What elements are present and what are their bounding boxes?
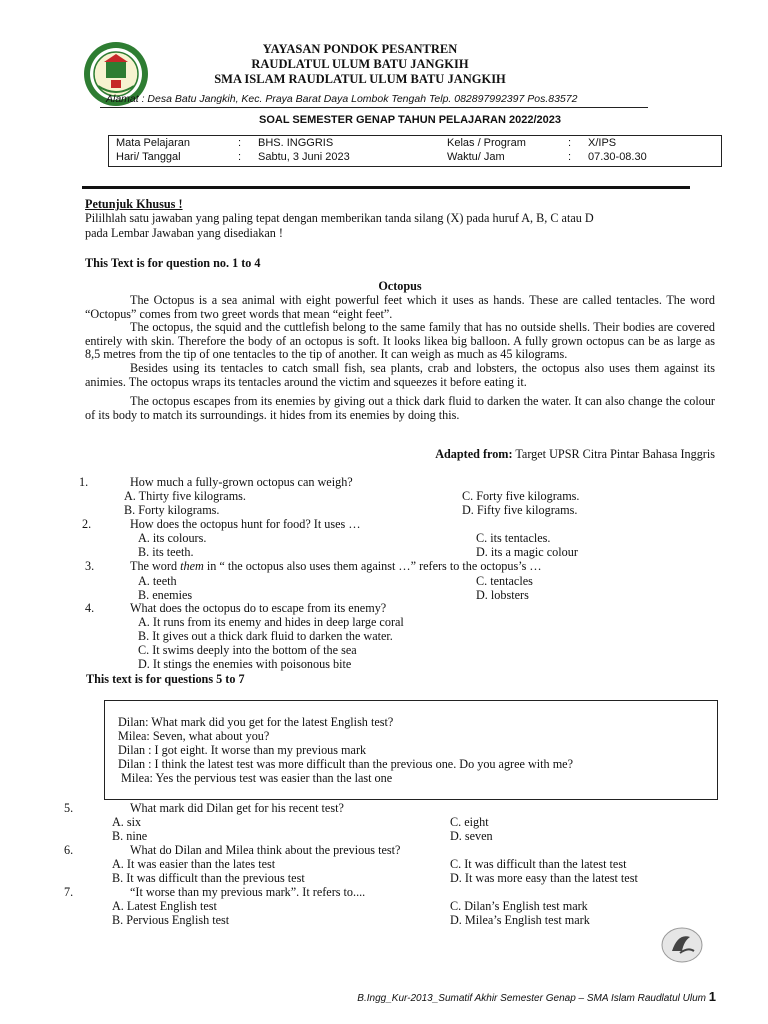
dialog-line: Dilan : I got eight. It worse than my previous mark (118, 743, 367, 757)
adapted-label: Adapted from: (435, 447, 513, 461)
passage-source (300, 447, 715, 462)
question-text-post: in “ the octopus also uses them against …” refers to the octopus’s … (203, 559, 542, 573)
option-d: D. lobsters (476, 588, 529, 602)
page-footer (300, 989, 716, 1004)
option-b: B. its teeth. (138, 545, 194, 559)
question-number: 6. (64, 843, 74, 857)
option-d: D. Fifty five kilograms. (462, 503, 578, 517)
option-b: B. Pervious English test (112, 913, 230, 927)
question-text: “It worse than my previous mark”. It refers to.... (130, 885, 366, 899)
day-value: Sabtu, 3 Juni 2023 (258, 151, 350, 163)
adapted-source: Target UPSR Citra Pintar Bahasa Inggris (515, 447, 715, 461)
option-a: A. It was easier than the lates test (112, 857, 276, 871)
option-d: D. seven (450, 829, 493, 843)
option-a: A. Latest English test (112, 899, 217, 913)
question-number: 5. (64, 801, 74, 815)
option-b: B. nine (112, 829, 148, 843)
class-label: Kelas / Program (447, 137, 526, 149)
dialog-line: Milea: Seven, what about you? (118, 729, 270, 743)
option-c: C. It was difficult than the latest test (450, 857, 627, 871)
dialog-line: Milea: Yes the pervious test was easier than the last one (118, 771, 393, 785)
question-text-emphasis: them (180, 559, 204, 573)
dialog-line: Dilan: What mark did you get for the latest English test? (118, 715, 394, 729)
question-text: How does the octopus hunt for food? It uses … (130, 517, 361, 531)
question-text (130, 559, 542, 574)
question-number: 2. (82, 517, 92, 531)
time-label: Waktu/ Jam (447, 151, 505, 163)
class-value: X/IPS (588, 137, 617, 149)
option-d: D. It stings the enemies with poisonous bite (138, 657, 352, 671)
option-c: C. eight (450, 815, 489, 829)
footer-text: B.Ingg_Kur-2013_Sumatif Akhir Semester Genap – SMA Islam Raudlatul Ulum (357, 993, 709, 1004)
section2-lead: This text is for questions 5 to 7 (86, 672, 245, 686)
section1-lead: This Text is for question no. 1 to 4 (85, 256, 261, 270)
option-b: B. It gives out a thick dark fluid to darken the water. (138, 629, 393, 643)
school-name: SMA ISLAM RAUDLATUL ULUM BATU JANGKIH (214, 72, 506, 86)
option-c: C. Forty five kilograms. (462, 489, 580, 503)
day-sep: : (238, 151, 242, 163)
option-a: A. Thirty five kilograms. (124, 489, 246, 503)
decorative-badge-icon (660, 925, 704, 965)
passage-title: Octopus (378, 279, 422, 293)
school-name-line: RAUDLATUL ULUM BATU JANGKIH (251, 57, 469, 71)
foundation-name: YAYASAN PONDOK PESANTREN (262, 42, 458, 56)
page-number: 1 (708, 989, 716, 1004)
instructions-line-1: Pililhlah satu jawaban yang paling tepat dengan memberikan tanda silang (X) pada huruf A, B, C atau D (85, 211, 594, 225)
subject-label: Mata Pelajaran (116, 137, 190, 149)
question-text: What do Dilan and Milea think about the previous test? (130, 843, 401, 857)
subject-value: BHS. INGGRIS (258, 137, 334, 149)
option-a: A. six (112, 815, 142, 829)
passage-paragraph-4: The octopus escapes from its enemies by giving out a thick dark fluid to darken the water. It can also change the colour of its body to match its surroundings. it hides from its enemies by doing this. (85, 394, 715, 422)
passage-paragraph-1: The Octopus is a sea animal with eight powerful feet which it uses as hands. These are called tentacles. The word “Octopus” comes from two greet words that mean “eight feet”. (85, 293, 715, 321)
question-text: How much a fully-grown octopus can weigh? (130, 475, 353, 489)
option-d: D. Milea’s English test mark (450, 913, 590, 927)
class-sep: : (568, 137, 572, 149)
instructions-line-2: pada Lembar Jawaban yang disediakan ! (85, 226, 283, 240)
question-text: What does the octopus do to escape from its enemy? (130, 601, 387, 615)
question-text: What mark did Dilan get for his recent test? (130, 801, 344, 815)
option-c: C. Dilan’s English test mark (450, 899, 588, 913)
time-value: 07.30-08.30 (588, 151, 647, 163)
question-number: 7. (64, 885, 74, 899)
thick-divider (82, 186, 690, 189)
option-b: B. It was difficult than the previous test (112, 871, 305, 885)
option-a: A. It runs from its enemy and hides in deep large coral (138, 615, 404, 629)
question-number: 4. (85, 601, 95, 615)
question-number: 1. (79, 475, 89, 489)
header-divider (100, 107, 648, 108)
option-b: B. enemies (138, 588, 193, 602)
question-number: 3. (85, 559, 95, 573)
exam-title: SOAL SEMESTER GENAP TAHUN PELAJARAN 2022/2023 (259, 114, 561, 126)
option-c: C. its tentacles. (476, 531, 551, 545)
passage-body (85, 294, 715, 422)
option-b: B. Forty kilograms. (124, 503, 220, 517)
option-a: A. teeth (138, 574, 177, 588)
option-a: A. its colours. (138, 531, 207, 545)
option-c: C. It swims deeply into the bottom of the sea (138, 643, 357, 657)
school-address: Alamat : Desa Batu Jangkih, Kec. Praya Barat Daya Lombok Tengah Telp. 082897992397 Pos.83572 (106, 93, 578, 105)
passage-paragraph-2: The octopus, the squid and the cuttlefish belong to the same family that has no outside shells. Their bodies are covered entirely with skin. Therefore the body of an octopus is soft. It looks likea big balloon. A fully grown octopus can be as large as 8,5 metres from the tip of one tentacles to the tip of another. It can weigh as much as 45 kilograms. (85, 320, 715, 362)
question-text-pre: The word (130, 559, 181, 573)
day-label: Hari/ Tanggal (116, 151, 181, 163)
option-d: D. It was more easy than the latest test (450, 871, 638, 885)
subject-sep: : (238, 137, 242, 149)
dialog-line: Dilan : I think the latest test was more difficult than the previous one. Do you agree with me? (118, 757, 573, 771)
time-sep: : (568, 151, 572, 163)
option-d: D. its a magic colour (476, 545, 578, 559)
instructions-title: Petunjuk Khusus ! (85, 197, 183, 211)
option-c: C. tentacles (476, 574, 533, 588)
passage-paragraph-3: Besides using its tentacles to catch small fish, sea plants, crab and lobsters, the octopus also uses them against its animies. The octopus wraps its tentacles around the victim and squeezes it before eating it. (85, 360, 715, 389)
